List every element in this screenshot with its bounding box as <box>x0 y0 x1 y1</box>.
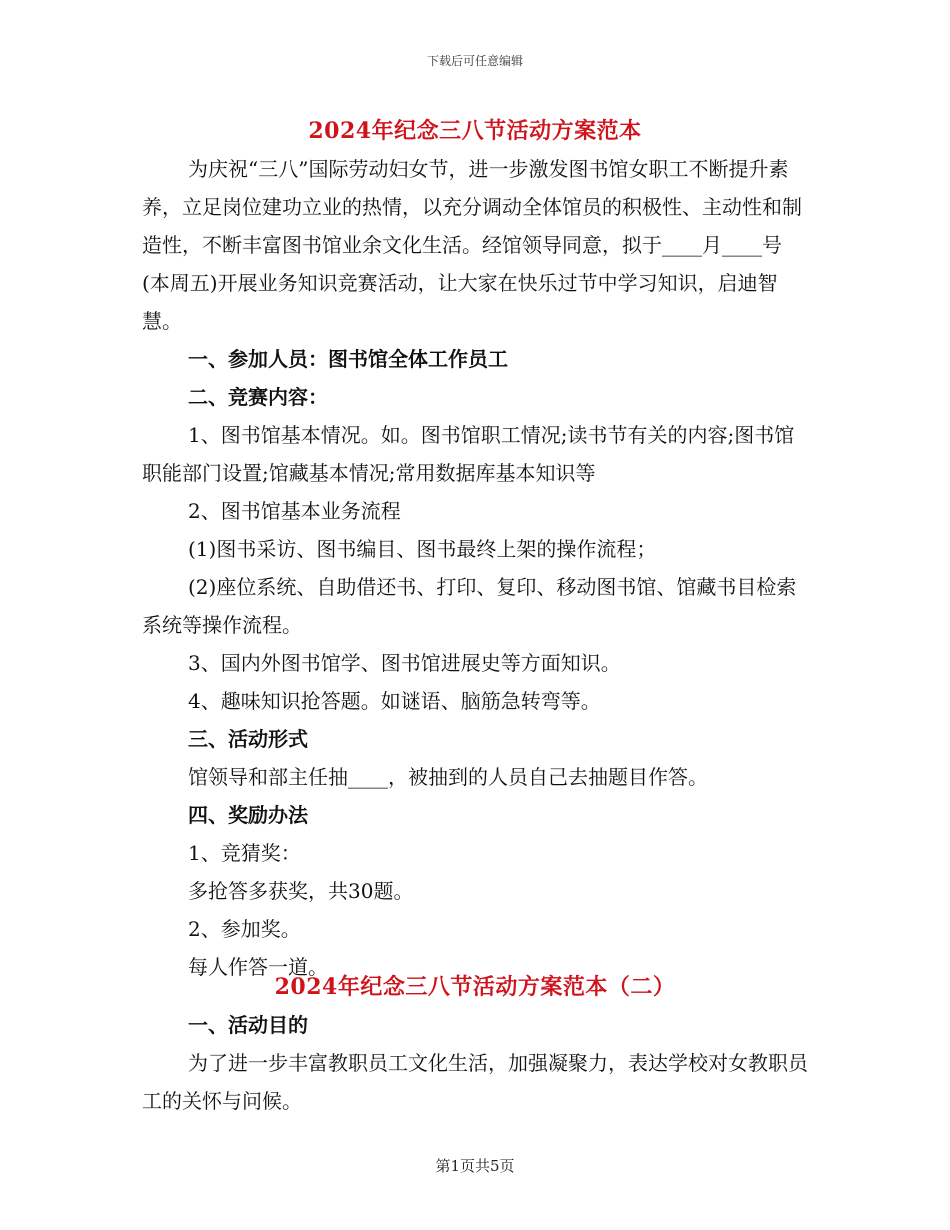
header-note: 下载后可任意编辑 <box>426 54 523 68</box>
content-item-3: 3、国内外图书馆学、图书馆进展史等方面知识。 <box>188 651 621 675</box>
award-1-label: 1、竞猜奖： <box>188 841 301 865</box>
document-title: 2024年纪念三八节活动方案范本 <box>308 118 642 144</box>
purpose-paragraph: 为了进一步丰富教职员工文化生活，加强凝聚力，表达学校对女教职员工的关怀与问候。 <box>142 1051 808 1113</box>
section-heading-content: 二、竞赛内容： <box>188 385 328 409</box>
section-heading-participants: 一、参加人员：图书馆全体工作员工 <box>188 347 508 371</box>
award-2-text: 每人作答一道。 <box>188 955 328 979</box>
award-2-label: 2、参加奖。 <box>188 917 301 941</box>
award-1-text: 多抢答多获奖，共30题。 <box>188 879 414 903</box>
section-body-1 <box>142 150 808 986</box>
section-heading-form: 三、活动形式 <box>188 727 308 751</box>
intro-paragraph: 为庆祝“三八”国际劳动妇女节，进一步激发图书馆女职工不断提升素养，立足岗位建功立业的热情，以充分调动全体馆员的积极性、主动性和制造性，不断丰富图书馆业余文化生活。经馆领导同意，拟于____月____号(本周五)开展业务知识竞赛活动，让大家在快乐过节中学习知识，启迪智慧。 <box>142 157 802 333</box>
content-item-2-2: (2)座位系统、自助借还书、打印、复印、移动图书馆、馆藏书目检索系统等操作流程。 <box>142 575 797 637</box>
content-item-2-1: (1)图书采访、图书编目、图书最终上架的操作流程； <box>188 537 657 561</box>
page-footer: 第1页共5页 <box>435 1157 515 1175</box>
content-item-2: 2、图书馆基本业务流程 <box>188 499 401 523</box>
document-title-2: 2024年纪念三八节活动方案范本（二） <box>274 974 676 1000</box>
section-body-2 <box>142 1006 808 1120</box>
content-item-1: 1、图书馆基本情况。如。图书馆职工情况;读书节有关的内容;图书馆职能部门设置;馆藏基本情况;常用数据库基本知识等 <box>142 423 795 485</box>
section-heading-purpose: 一、活动目的 <box>188 1013 308 1037</box>
section-heading-awards: 四、奖励办法 <box>188 803 308 827</box>
form-description: 馆领导和部主任抽____，被抽到的人员自己去抽题目作答。 <box>188 765 708 789</box>
content-item-4: 4、趣味知识抢答题。如谜语、脑筋急转弯等。 <box>188 689 601 713</box>
